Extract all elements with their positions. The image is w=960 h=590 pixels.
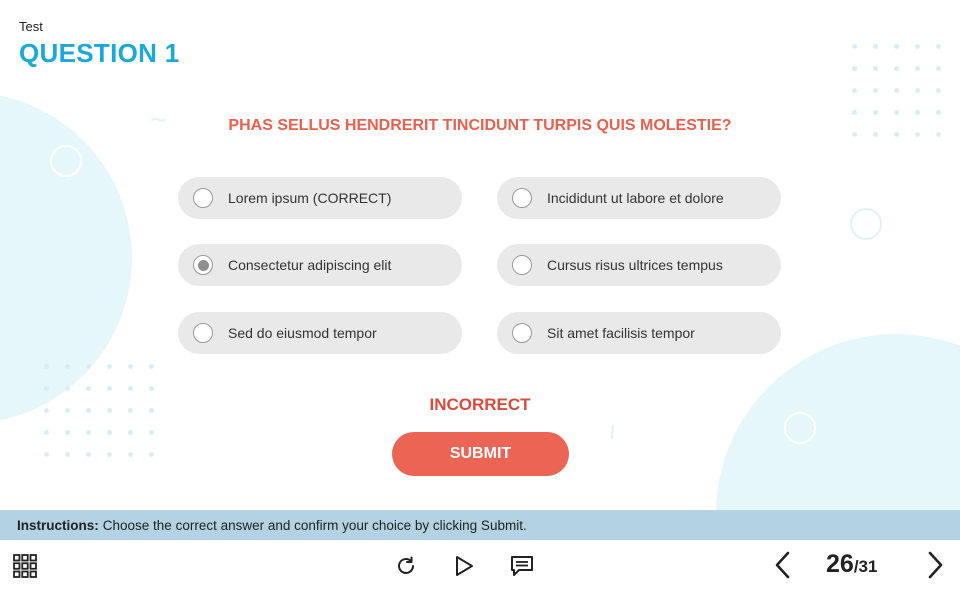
decorative-ring [784,412,816,444]
answer-option-3[interactable] [178,244,462,286]
decorative-ring [850,208,882,240]
total-slides: /31 [853,557,878,576]
decorative-circle [716,334,960,510]
answer-option-5[interactable] [178,312,462,354]
answer-option-6[interactable] [497,312,781,354]
radio-button[interactable] [512,255,532,275]
radio-button-selected[interactable] [193,255,213,275]
answer-option-label: Consectetur adipiscing elit [228,257,392,273]
answer-option-label: Cursus risus ultrices tempus [547,257,723,273]
player-controls [0,540,960,590]
notes-icon[interactable] [509,553,535,579]
grid-menu-icon[interactable] [12,553,38,579]
answer-option-label: Incididunt ut labore et dolore [547,190,724,206]
radio-button[interactable] [512,188,532,208]
radio-button[interactable] [512,323,532,343]
question-text: PHAS SELLUS HENDRERIT TINCIDUNT TURPIS QUIS MOLESTIE? [228,117,732,134]
instructions-bar [0,510,960,540]
play-icon[interactable] [451,553,477,579]
replay-icon[interactable] [393,553,419,579]
decorative-squiggle: ~ [597,423,629,441]
chevron-left-icon[interactable] [770,550,796,580]
answer-option-label: Lorem ipsum (CORRECT) [228,190,392,206]
slide-counter [826,550,877,579]
decorative-squiggle: ~ [150,104,167,135]
chevron-right-icon[interactable] [922,550,948,580]
answer-option-2[interactable] [497,177,781,219]
feedback-text: INCORRECT [429,395,531,414]
decorative-ring [50,145,82,177]
test-label: Test [19,19,43,34]
page-title: QUESTION 1 [19,38,180,68]
answer-option-label: Sed do eiusmod tempor [228,325,377,341]
answer-option-label: Sit amet facilisis tempor [547,325,695,341]
submit-button[interactable]: SUBMIT [392,432,569,476]
answer-option-4[interactable] [497,244,781,286]
instructions-text: Choose the correct answer and confirm your choice by clicking Submit. [102,517,527,533]
current-slide: 26 [826,550,854,578]
radio-button[interactable] [193,323,213,343]
answer-option-1[interactable] [178,177,462,219]
instructions-prefix: Instructions: [17,517,99,533]
radio-button[interactable] [193,188,213,208]
